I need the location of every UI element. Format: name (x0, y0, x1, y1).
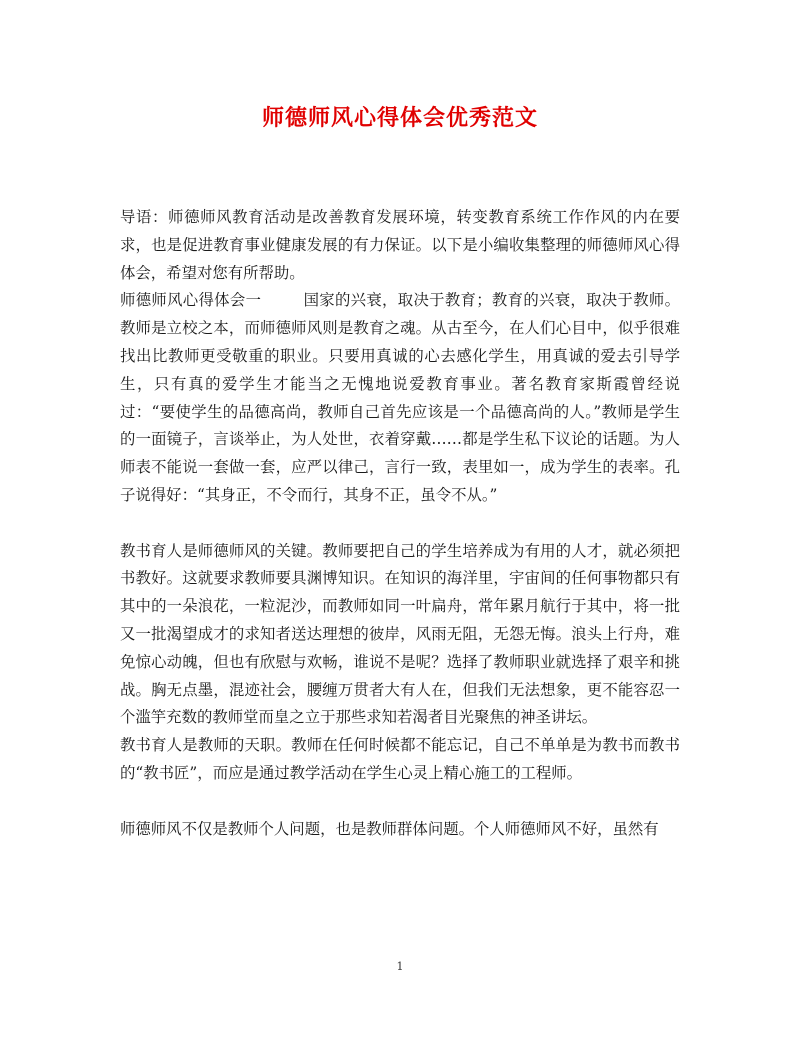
paragraph-spacer (120, 510, 680, 538)
document-body (120, 204, 680, 843)
paragraph-spacer (120, 788, 680, 816)
intro-paragraph: 导语：师德师风教育活动是改善教育发展环境，转变教育系统工作作风的内在要求，也是促进教育事业健康发展的有力保证。以下是小编收集整理的师德师风心得体会，希望对您有所帮助。 (120, 208, 680, 282)
document-title: 师德师风心得体会优秀范文 (261, 105, 538, 131)
section-heading: 师德师风心得体会一 (120, 291, 262, 310)
section-one-paragraph (120, 287, 680, 509)
paragraph-1-text: 国家的兴衰，取决于教育；教育的兴衰，取决于教师。教师是立校之本，而师德师风则是教育之魂。从古至今，在人们心目中，似乎很难找出比教师更受敬重的职业。只要用真诚的心去感化学生，用真诚的爱去引导学生，只有真的爱学生才能当之无愧地说爱教育事业。著名教育家斯霞曾经说过：“要使学生的品德高尚，教师自己首先应该是一个品德高尚的人。”教师是学生的一面镜子，言谈举止，为人处世，衣着穿戴……都是学生私下议论的话题。为人师表不能说一套做一套，应严以律己，言行一致，表里如一，成为学生的表率。孔子说得好：“其身正，不令而行，其身不正，虽令不从。” (120, 291, 680, 504)
paragraph-4: 师德师风不仅是教师个人问题，也是教师群体问题。个人师德师风不好，虽然有 (120, 819, 659, 838)
paragraph-3: 教书育人是教师的天职。教师在任何时候都不能忘记，自己不单单是为教书而教书的“教书匠”，而应是通过教学活动在学生心灵上精心施工的工程师。 (120, 736, 680, 782)
paragraph-2: 教书育人是师德师风的关键。教师要把自己的学生培养成为有用的人才，就必须把书教好。这就要求教师要具渊博知识。在知识的海洋里，宇宙间的任何事物都只有其中的一朵浪花，一粒泥沙，而教师如同一叶扁舟，常年累月航行于其中，将一批又一批渴望成才的求知者送达理想的彼岸，风雨无阻，无怨无悔。浪头上行舟，难免惊心动魄，但也有欣慰与欢畅，谁说不是呢？选择了教师职业就选择了艰辛和挑战。胸无点墨，混迹社会，腰缠万贯者大有人在，但我们无法想象，更不能容忍一个滥竽充数的教师堂而皇之立于那些求知若渴者目光聚焦的神圣讲坛。 (120, 541, 680, 727)
page-number: 1 (396, 960, 404, 973)
